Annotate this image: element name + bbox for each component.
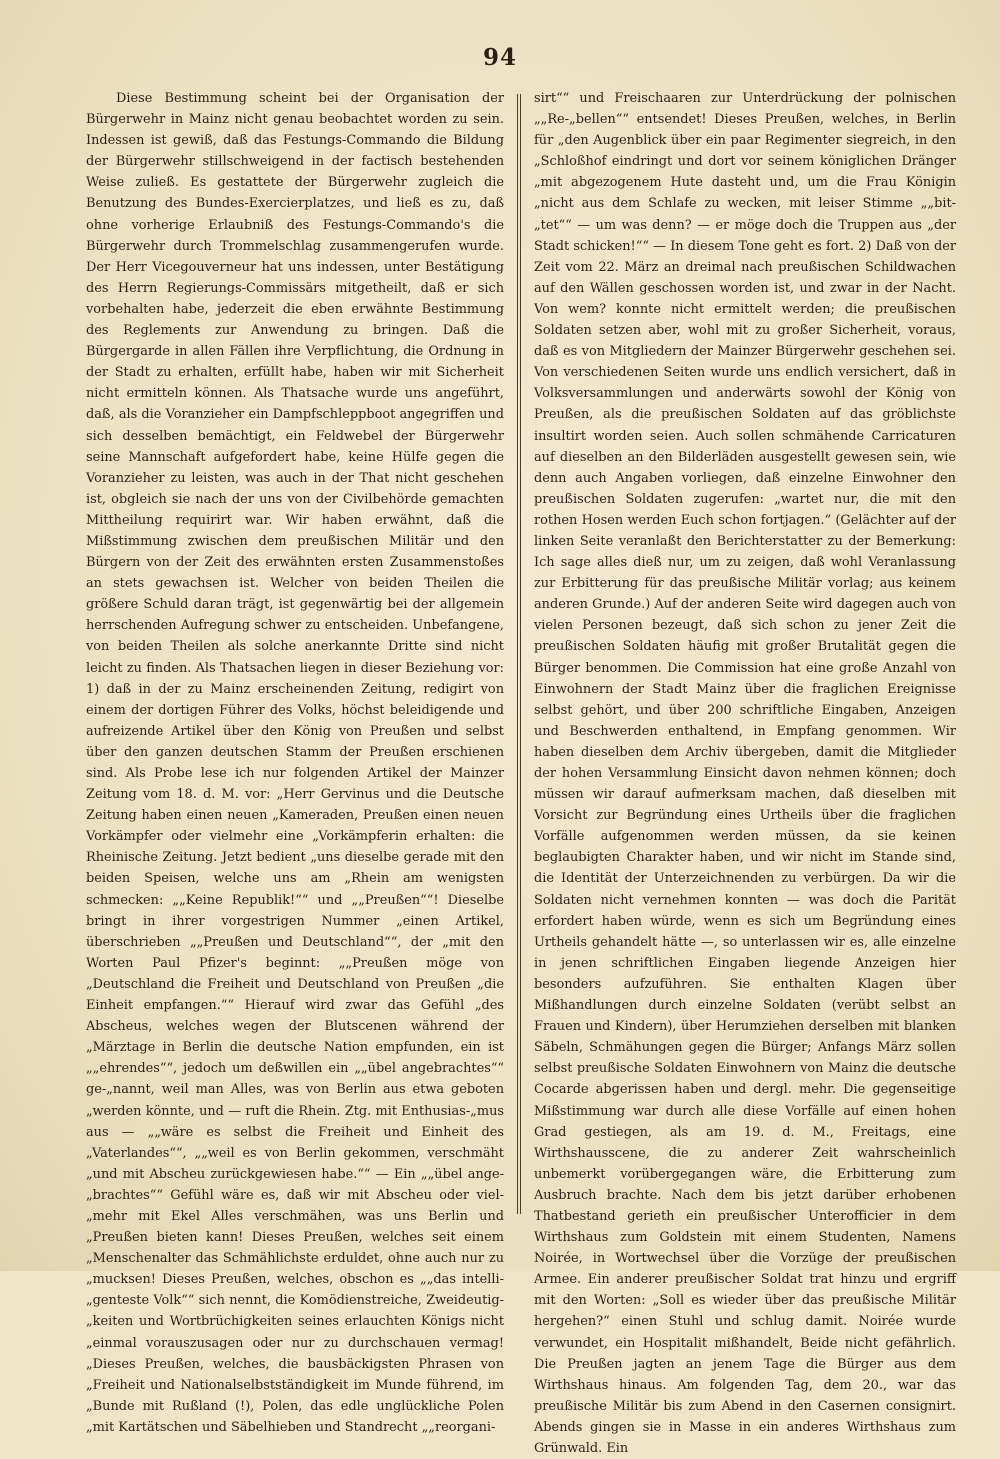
left-column-text: Diese Bestimmung scheint bei der Organisation der Bürgerwehr in Mainz nicht genau beobachtet worden zu sein. Indessen ist gewiß, daß das Festungs-Commando die Bildung der Bürgerwehr stillschweigend in der factisch bestehenden Weise zuließ. Es gestattete der Bürgerwehr zugleich die Benutzung des Bundes-Exercierplatzes, und ließ es zu, daß ohne vorherige Erlaubniß des Festungs-Commando's die Bürgerwehr durch Trommelschlag zusammengerufen wurde. Der Herr Vicegouverneur hat uns indessen, unter Bestätigung des Herrn Regierungs-Commissärs mitgetheilt, daß er sich vorbehalten habe, jederzeit die eben erwähnte Bestimmung des Reglements zur Anwendung zu bringen. Daß die Bürgergarde in allen Fällen ihre Verpflichtung, die Ordnung in der Stadt zu erhalten, erfüllt habe, haben wir mit Sicherheit nicht ermitteln können. Als Thatsache wurde uns angeführt, daß, als die Voranzieher ein Dampfschleppboot angegriffen und sich desselben bemächtigt, ein Feldwebel der Bürgerwehr seine Mannschaft aufgefordert habe, keine Hülfe gegen die Voranzieher zu leisten, was auch in der That nicht geschehen ist, obgleich sie nach der uns von der Civilbehörde gemachten Mittheilung requirirt war. Wir haben erwähnt, daß die Mißstimmung zwischen dem preußischen Militär und den Bürgern von der Zeit des erwähnten ersten Zusammenstoßes an stets gewachsen ist. Welcher von beiden Theilen die größere Schuld daran trägt, ist gegenwärtig bei der allgemein herrschenden Aufregung schwer zu entscheiden. Unbefangene, von beiden Theilen als solche anerkannte Dritte sind nicht leicht zu finden. Als Thatsachen liegen in dieser Beziehung vor: 1) daß in der zu Mainz erscheinenden Zeitung, redigirt von einem der dortigen Führer des Volks, höchst beleidigende und aufreizende Artikel über den König von Preußen und selbst über den ganzen deutschen Stamm der Preußen erschienen sind. Als Probe lese ich nur folgenden Artikel der Mainzer Zeitung vom 18. d. M. vor: „Herr Gervinus und die Deutsche Zeitung haben einen neuen „Kameraden, Preußen einen neuen Vorkämpfer oder vielmehr eine „Vorkämpferin erhalten: die Rheinische Zeitung. Jetzt bedient „uns dieselbe gerade mit den beiden Speisen, welche uns am „Rhein am wenigsten schmecken: „„Keine Republik!““ und „„Preußen““! Dieselbe bringt in ihrer vorgestrigen Nummer „einen Artikel, überschrieben „„Preußen und Deutschland““, der „mit den Worten Paul Pfizer's beginnt: „„Preußen möge von „Deutschland die Freiheit und Deutschland von Preußen „die Einheit empfangen.““ Hierauf wird zwar das Gefühl „des Abscheus, welches wegen der Blutscenen während der „Märztage in Berlin die deutsche Nation empfunden, ein ist „„ehrendes““, jedoch um deßwillen ein „„übel angebrachtes““ ge-„nannt, weil man Alles, was von Berlin aus etwa geboten „werden könnte, und — ruft die Rhein. Ztg. mit Enthusias-„mus aus — „„wäre es selbst die Freiheit und Einheit des „Vaterlandes““, „„weil es von Berlin gekommen, verschmäht „und mit Abscheu zurückgewiesen habe.““ — Ein „„übel ange-„brachtes““ Gefühl wäre es, daß wir mit Abscheu oder viel-„mehr mit Ekel Alles verschmähen, was uns Berlin und „Preußen bieten kann! Dieses Preußen, welches seit einem „Menschenalter das Schmählichste erduldet, ohne auch nur zu „mucksen! Dieses Preußen, welches, obschon es „„das intelli-„genteste Volk““ sich nennt, die Komödienstreiche, Zweideutig-„keiten und Wortbrüchigkeiten seines erlauchten Königs nicht „einmal vorauszusagen oder nur zu durchschauen vermag! „Dieses Preußen, welches, die bausbäckigsten Phrasen von „Freiheit und Nationalselbstständigkeit im Munde führend, im „Bunde mit Rußland (!), Polen, das edle unglückliche Polen „mit Kartätschen und Säbelhieben und Standrecht „„reorgani-: [86, 91, 504, 1435]
right-column: [534, 88, 956, 1459]
left-column: [86, 88, 504, 1438]
column-divider: [517, 94, 521, 1214]
page-number: 94: [482, 44, 517, 71]
right-column-text: sirt““ und Freischaaren zur Unterdrückung der polnischen „„Re-„bellen““ entsendet! Dieses Preußen, welches, in Berlin für „den Augenblick über ein paar Regimenter siegreich, in den „Schloßhof eindringt und dort vor seinem königlichen Dränger „mit abgezogenem Hute dasteht und, um die Frau Königin „nicht aus dem Schlafe zu wecken, mit leiser Stimme „„bit-„tet““ — um was denn? — er möge doch die Truppen aus „der Stadt schicken!““ — In diesem Tone geht es fort. 2) Daß von der Zeit vom 22. März an dreimal nach preußischen Schildwachen auf den Wällen geschossen worden ist, und zwar in der Nacht. Von wem? konnte nicht ermittelt werden; die preußischen Soldaten setzen aber, wohl mit zu großer Sicherheit, voraus, daß es von Mitgliedern der Mainzer Bürgerwehr geschehen sei. Von verschiedenen Seiten wurde uns endlich versichert, daß in Volksversammlungen und anderwärts sowohl der König von Preußen, als die preußischen Soldaten auf das gröblichste insultirt worden seien. Auch sollen schmähende Carricaturen auf dieselben an den Bilderläden ausgestellt gewesen sein, wie denn auch Angaben vorliegen, daß einzelne Einwohner den preußischen Soldaten zugerufen: „wartet nur, die mit den rothen Hosen werden Euch schon fortjagen.“ (Gelächter auf der linken Seite veranlaßt den Berichterstatter zu der Bemerkung: Ich sage alles dieß nur, um zu zeigen, daß wohl Veranlassung zur Erbitterung für das preußische Militär vorlag; aus keinem anderen Grunde.) Auf der anderen Seite wird dagegen auch von vielen Personen bezeugt, daß sich schon zu jener Zeit die preußischen Soldaten häufig mit großer Brutalität gegen die Bürger benommen. Die Commission hat eine große Anzahl von Einwohnern der Stadt Mainz über die fraglichen Ereignisse selbst gehört, und über 200 schriftliche Eingaben, Anzeigen und Beschwerden enthaltend, in Empfang genommen. Wir haben dieselben dem Archiv übergeben, damit die Mitglieder der hohen Versammlung Einsicht davon nehmen können; doch müssen wir darauf aufmerksam machen, daß dieselben mit Vorsicht zur Begründung eines Urtheils über die fraglichen Vorfälle aufgenommen werden müssen, da sie keinen beglaubigten Charakter haben, und wir nicht im Stande sind, die Identität der Unterzeichnenden zu verbürgen. Da wir die Soldaten nicht vernehmen konnten — was doch die Parität erfordert haben würde, wenn es sich um Begründung eines Urtheils gehandelt hätte —, so unterlassen wir es, alle einzelne in jenen schriftlichen Eingaben liegende Anzeigen hier besonders aufzuführen. Sie enthalten Klagen über Mißhandlungen durch einzelne Soldaten (verübt selbst an Frauen und Kindern), über Herumziehen derselben mit blanken Säbeln, Schmähungen gegen die Bürger; Anfangs März sollen selbst preußische Soldaten Einwohnern von Mainz die deutsche Cocarde abgerissen haben und dergl. mehr. Die gegenseitige Mißstimmung war durch alle diese Vorfälle auf einen hohen Grad gestiegen, als am 19. d. M., Freitags, eine Wirthshausscene, die zu anderer Zeit wahrscheinlich unbemerkt vorübergegangen wäre, die Erbitterung zum Ausbruch brachte. Nach dem bis jetzt darüber erhobenen Thatbestand gerieth ein preußischer Unterofficier in dem Wirthshaus zum Goldstein mit einem Studenten, Namens Noirée, in Wortwechsel über die Vorzüge der preußischen Armee. Ein anderer preußischer Soldat trat hinzu und ergriff mit den Worten: „Soll es wieder über das preußische Militär hergehen?“ einen Stuhl und schlug damit. Noirée wurde verwundet, ein Hospitalit mißhandelt, Beide nicht gefährlich. Die Preußen jagten an jenem Tage die Bürger aus dem Wirthshaus hinaus. Am folgenden Tag, dem 20., war das preußische Militär bis zum Abend in den Casernen consignirt. Abends gingen sie in Masse in ein anderes Wirthshaus zum Grünwald. Ein: [534, 91, 956, 1456]
